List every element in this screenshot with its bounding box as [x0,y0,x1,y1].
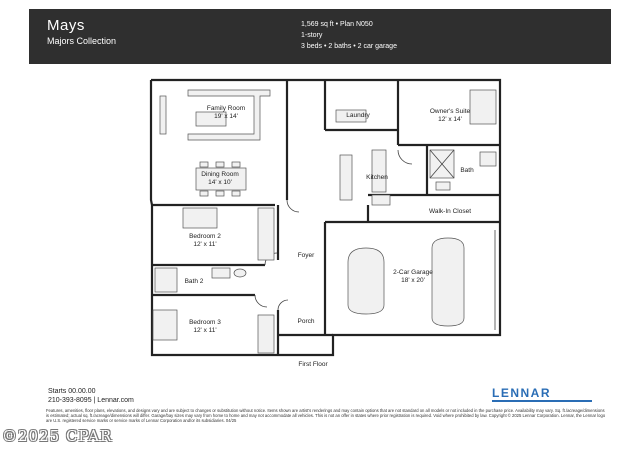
plan-name: Mays [47,17,85,34]
family-room-label: Family Room [206,105,246,112]
floor-label: First Floor [298,361,328,368]
spec-rooms: 3 beds • 2 baths • 2 car garage [301,43,397,50]
bedroom3-label: Bedroom 3 [189,319,221,326]
laundry-label: Laundry [346,112,370,119]
owners-suite-furniture [430,90,496,190]
spec-sqft: 1,569 sq ft • Plan N050 [301,21,373,28]
bedroom2-label: Bedroom 2 [189,233,221,240]
logo-underline [492,400,592,402]
dining-room-label: Dining Room [201,171,239,178]
dining-room-size: 14' x 10' [208,179,232,186]
lennar-logo: LENNAR [492,386,551,400]
disclaimer-text: Features, amenities, floor plans, elevations, and designs vary and are subject to changes or substitution without notice. Items shown are artist's renderings and may contain options that are not standard on all models or not included in the purchase price. Availability may vary. Sq. ft./acreage/dimensions is estimated; actual sq. ft./acreage/dimensions will differ. Garage/bay sizes may vary from home to home and may not accommodate all vehicles. This is not an offer in states where prior registration is required. Void where prohibited by law. Copyright © 2025 Lennar Corporation. Lennar, the Lennar logo are U.S. registered service marks or service marks of Lennar Corporation and/or its subsidiaries. 04/25 [46,408,606,423]
foyer-label: Foyer [297,252,315,259]
footer-info [48,387,134,405]
collection-name: Majors Collection [47,36,117,46]
bath-label: Bath [460,167,474,174]
garage-size: 18' x 20' [401,277,425,284]
family-room-size: 19' x 14' [214,113,238,120]
kitchen-label: Kitchen [366,174,388,181]
kitchen-fixtures [336,110,390,205]
bedroom3-size: 12' x 11' [193,327,217,334]
porch-label: Porch [297,318,315,325]
garage-label: 2-Car Garage [393,269,433,276]
owners-suite-label: Owner's Suite [429,108,471,115]
bath2-label: Bath 2 [184,278,204,285]
copyright-watermark: ©2025 CPAR [2,427,113,445]
contact-info[interactable]: 210-393-8095 | Lennar.com [48,397,134,404]
bedroom2-size: 12' x 11' [193,241,217,248]
spec-stories: 1-story [301,32,323,39]
owners-suite-size: 12' x 14' [438,116,462,123]
starts-date: Starts 00.00.00 [48,388,96,395]
walk-in-closet-label: Walk-In Closet [428,208,472,215]
